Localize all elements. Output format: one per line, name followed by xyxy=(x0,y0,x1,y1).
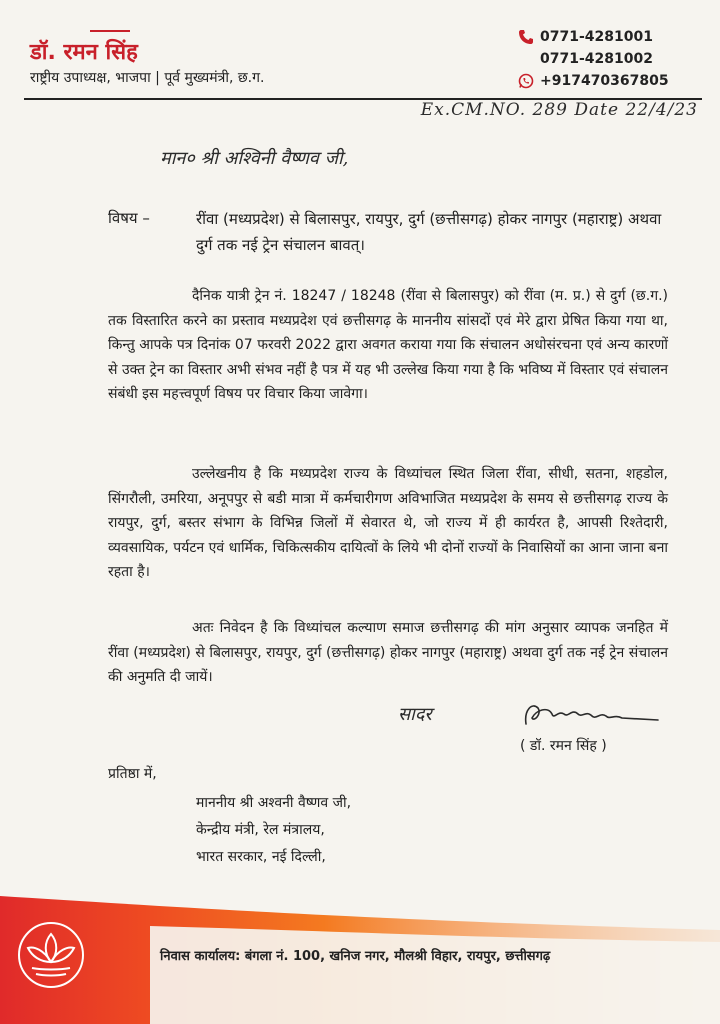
whatsapp-number: +917470367805 xyxy=(540,73,669,89)
contact-block xyxy=(518,26,698,92)
signer-name: ( डॉ. रमन सिंह ) xyxy=(520,738,607,754)
phone-number-1: 0771-4281001 xyxy=(540,29,653,45)
lotus-logo-icon xyxy=(16,920,86,990)
footer-address: निवास कार्यालय: बंगला नं. 100, खनिज नगर, मौलश्री विहार, रायपुर, छत्तीसगढ़ xyxy=(160,949,551,964)
letterhead-designation: राष्ट्रीय उपाध्यक्ष, भाजपा | पूर्व मुख्यमंत्री, छ.ग. xyxy=(30,70,265,86)
subject-text: रींवा (मध्यप्रदेश) से बिलासपुर, रायपुर, दुर्ग (छत्तीसगढ़) होकर नागपुर (महाराष्ट्र) अथवा दुर्ग तक नई ट्रेन संचालन बावत्। xyxy=(196,210,662,254)
cc-line-3: भारत सरकार, नई दिल्ली, xyxy=(196,849,326,865)
body-paragraph-1: दैनिक यात्री ट्रेन नं. 18247 / 18248 (रींवा से बिलासपुर) को रींवा (म. प्र.) से दुर्ग (छ.ग.) तक विस्तारित करने का प्रस्ताव मध्यप्रदेश एवं छत्तीसगढ़ के माननीय सांसदों एवं मेरे द्वारा प्रेषित किया गया था, किन्तु आपके पत्र दिनांक 07 फरवरी 2022 द्वारा अवगत कराया गया कि संचालन अधोसंरचना एवं अन्य कारणों से उक्त ट्रेन का विस्तार अभी संभव नहीं है पत्र में यह भी उल्लेख किया गया है कि भविष्य में विस्तार एवं संचालन संबंधी इस महत्त्वपूर्ण विषय पर विचार किया जावेगा। xyxy=(108,288,668,402)
whatsapp-row xyxy=(518,70,698,92)
salutation: मान० श्री अश्विनी वैष्णव जी, xyxy=(160,148,349,169)
body-paragraph-3: अतः निवेदन है कि विध्यांचल कल्याण समाज छत्तीसगढ़ की मांग अनुसार व्यापक जनहित में रींवा (मध्यप्रदेश) से बिलासपुर, रायपुर, दुर्ग (छत्तीसगढ़) होकर नागपुर (महाराष्ट्र) अथवा दुर्ग तक नई ट्रेन संचालन की अनुमति दी जायें। xyxy=(108,620,668,685)
phone-number-2: 0771-4281002 xyxy=(540,51,653,67)
phone-icon xyxy=(518,29,534,45)
whatsapp-icon xyxy=(518,73,534,89)
signature xyxy=(518,696,668,736)
phone-row-2 xyxy=(518,48,698,70)
letterhead-name: डॉ. रमन सिंह xyxy=(30,40,138,65)
reference-number: Ex.CM.NO. 289 Date 22/4/23 xyxy=(420,100,698,120)
subject-label: विषय – xyxy=(108,209,150,227)
name-overline xyxy=(90,30,130,32)
cc-address xyxy=(196,790,351,871)
sign-note: सादर xyxy=(398,704,432,725)
phone-row-1 xyxy=(518,26,698,48)
cc-line-2: केन्द्रीय मंत्री, रेल मंत्रालय, xyxy=(196,822,325,838)
cc-line-1: माननीय श्री अश्वनी वैष्णव जी, xyxy=(196,795,352,811)
body-paragraph-2: उल्लेखनीय है कि मध्यप्रदेश राज्य के विध्यांचल स्थित जिला रींवा, सीधी, सतना, शहडोल, सिंगरौली, उमरिया, अनूपपुर से बडी मात्रा में कर्मचारीगण अविभाजित मध्यप्रदेश के समय से छत्तीसगढ़ राज्य के रायपुर, दुर्ग, बस्तर संभाग के विभिन्न जिलों में सेवारत थे, जो राज्य में ही कार्यरत है, आपसी रिश्तेदारी, व्यवसायिक, पर्यटन एवं धार्मिक, चिकित्सकीय दायित्वों के लिये भी दोनों राज्यों के निवासियों का आना जाना बना रहता है। xyxy=(108,466,668,580)
cc-label: प्रतिष्ठा में, xyxy=(108,766,157,782)
